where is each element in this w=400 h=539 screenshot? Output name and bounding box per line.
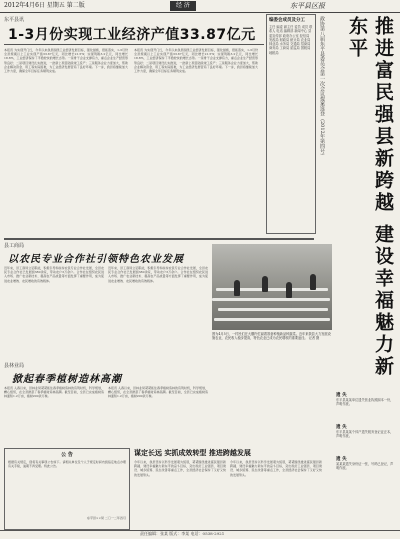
note-body: 东平县某某个体户遗失税务登记证正本，声明作废。 bbox=[336, 430, 394, 439]
note-body: 某某某遗失身份证一张，号码已登记，声明作废。 bbox=[336, 462, 394, 471]
banner-title: 推进富民强县新跨越 建设幸福魅力新东平 bbox=[346, 16, 394, 378]
bottom-body-col1: 今年以来，我县坚持以科学发展观为统领，紧紧围绕推进富民强县新跨越、建设幸福魅力新东平的奋斗目标，突出抓好工业强县、项目建设、城乡统筹、民生改善等重点工作，全县经济社会保持了又好又快的发展势头。 bbox=[134, 460, 226, 477]
forestry-headline: 掀起春季植树造林高潮 bbox=[12, 374, 122, 385]
section-divider bbox=[4, 238, 314, 240]
issue-date: 2012年4月6日 星期五 第二版 bbox=[4, 2, 85, 9]
note-title: 遗 失 bbox=[336, 393, 347, 398]
lead-rule bbox=[4, 44, 264, 45]
masthead: 东平县区报 bbox=[290, 2, 325, 10]
bottom-body-col2: 今年以来，我县坚持以科学发展观为统领，紧紧围绕推进富民强县新跨越、建设幸福魅力新东平的奋斗目标，突出抓好工业强县、项目建设、城乡统筹、民生改善等重点工作，全县经济社会保持了又好又快的发展势头。 bbox=[230, 460, 322, 477]
side-list-title: 编委会成员及分工 bbox=[269, 18, 305, 23]
greenhouse-photo bbox=[212, 244, 332, 330]
feature-body-col2: 近年来，县工商局立足职能，积极引导和扶持农民专业合作社发展，全县农民专业合作社已发展到380余家，带动农户3万余户。合作社在组织农民进入市场、推广农业新技术、提高农产品质量等方面发挥了重要作用，成为促进农业增效、农民增收的有效载体。 bbox=[108, 266, 208, 283]
forestry-body-col1: 本报讯 入春以来，县林业局紧紧抓住春季植树造林的有利时机，科学规划，精心组织，在全县掀起了春季植树造林高潮。截至目前，全县已完成植树造林面积1.2万亩，植树200余万株。 bbox=[4, 386, 104, 399]
forestry-body-col2: 本报讯 入春以来，县林业局紧紧抓住春季植树造林的有利时机，科学规划，精心组织，在全县掀起了春季植树造林高潮。截至目前，全县已完成植树造林面积1.2万亩，植树200余万株。 bbox=[108, 386, 208, 399]
feature-body-col1: 近年来，县工商局立足职能，积极引导和扶持农民专业合作社发展，全县农民专业合作社已发展到380余家，带动农户3万余户。合作社在组织农民进入市场、推广农业新技术、提高农产品质量等方面发挥了重要作用，成为促进农业增效、农民增收的有效载体。 bbox=[4, 266, 104, 283]
lead-headline: 1-3月份实现工业经济产值33.87亿元 bbox=[8, 27, 256, 43]
lead-body-col1: 本报讯 为实现开门红，今年以来我县围绕工业经济发展目标，强化措施，狠抓落实，1-3月份全县规模以上工业实现产值33.87亿元，同比增长21.5%；实现利税3.2亿元，同比增长18.6%，工业经济保持了平稳较快的增长态势。一是骨干企业支撑有力，重点企业生产经营形势良好；二是项目建设扎实推进，一批新上项目陆续竣工投产；三是服务企业力度加大，帮助企业解决资金、用工等实际困难，为工业经济发展营造了良好环境。下一步，我县将继续加大工作力度，确保全年目标任务顺利完成。 bbox=[4, 48, 128, 74]
page-header bbox=[0, 0, 400, 13]
right-notes bbox=[336, 392, 396, 532]
lead-body-col2: 本报讯 为实现开门红，今年以来我县围绕工业经济发展目标，强化措施，狠抓落实，1-3月份全县规模以上工业实现产值33.87亿元，同比增长21.5%；实现利税3.2亿元，同比增长18.6%，工业经济保持了平稳较快的增长态势。一是骨干企业支撑有力，重点企业生产经营形势良好；二是项目建设扎实推进，一批新上项目陆续竣工投产；三是服务企业力度加大，帮助企业解决资金、用工等实际困难，为工业经济发展营造了良好环境。下一步，我县将继续加大工作力度，确保全年目标任务顺利完成。 bbox=[134, 48, 258, 74]
feature-kicker: 县工商局 bbox=[4, 243, 25, 249]
side-list-body: 主任 编委 副主任 委员 成员 联系人 电话 编辑部 新闻中心 县委宣传部 政府办公室 经信局 发改局 财政局 统计局 农业局 林业局 水务局 交通局 招商局 商务局 工商局 质监局 国税局 地税局 bbox=[269, 25, 313, 55]
photo-caption: 图为4月5日，一村民们在大棚内忙碌着准备种植新品种蔬菜。近年来我县大力发展设施农业，农民收入稳步提高，特色农业已成为农民增收的重要途径。 记者 摄 bbox=[212, 332, 331, 341]
note-body: 东平县某某单位遗失营业执照副本一份，声明作废。 bbox=[336, 398, 394, 407]
note-title: 遗 失 bbox=[336, 425, 347, 430]
bottom-headline: 谋定长远 实抓成效转型 推进跨越发展 bbox=[134, 448, 251, 457]
banner-subtitle: 政协第八届东平县委员会第一次会议提案选登（2012年第四号） bbox=[319, 16, 325, 159]
forestry-kicker: 县林业局 bbox=[4, 363, 25, 369]
lead-kicker: 东平县讯 bbox=[4, 17, 25, 23]
section-label: 经 济 bbox=[170, 1, 196, 11]
footer-text: 责任编辑：张某 版式：李某 电话：0538-2921 bbox=[140, 531, 225, 536]
notice-body: 根据有关规定，现将有关事项公告如下。请相关单位及个人于规定时间内到指定地点办理有关手续，逾期不再受理。特此公告。 bbox=[8, 460, 126, 469]
notice-sign: 东平县××局 二〇一二年四月 bbox=[87, 516, 126, 520]
notice-box bbox=[4, 448, 130, 530]
notice-title: 公 告 bbox=[61, 452, 73, 458]
note-title: 遗 失 bbox=[336, 457, 347, 462]
side-list-box bbox=[266, 14, 316, 234]
feature-headline: 以农民专业合作社引领特色农业发展 bbox=[8, 254, 184, 265]
